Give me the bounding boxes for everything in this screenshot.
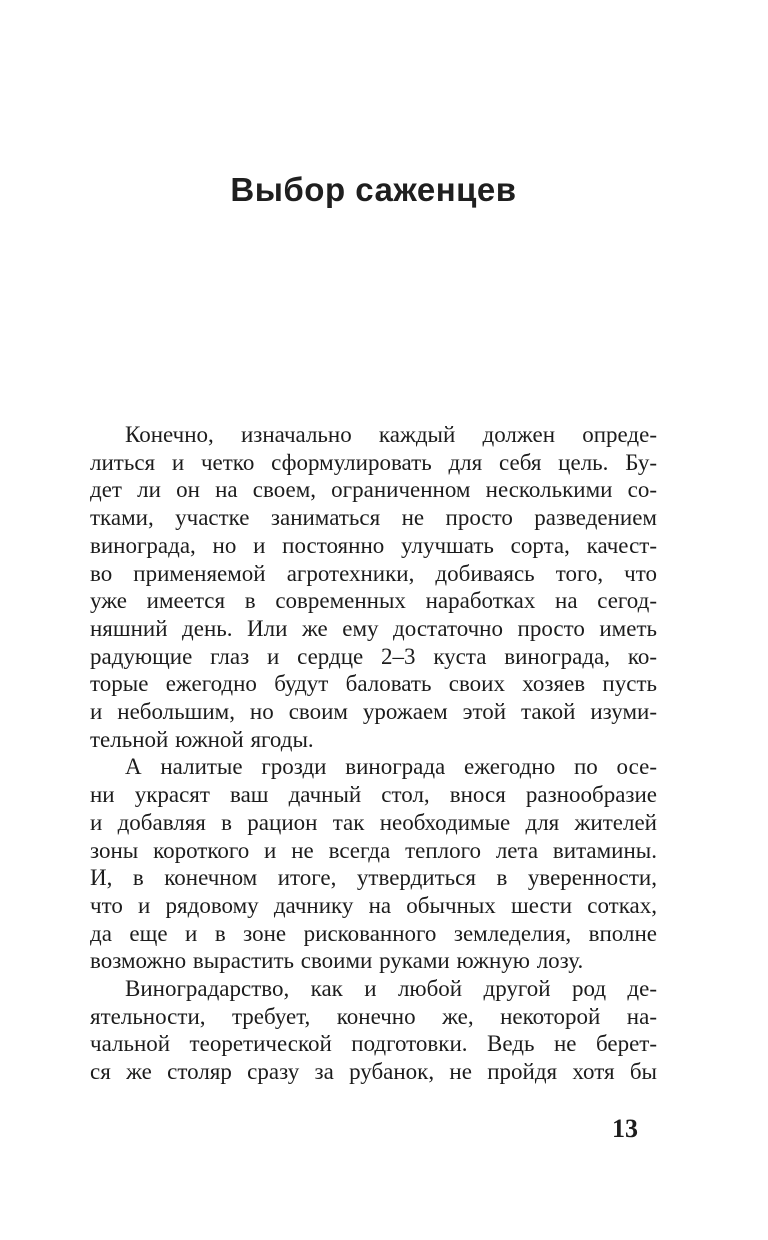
text-line: ни украсят ваш дачный стол, внося разнообразие [90, 782, 657, 808]
text-line: уже имеется в современных наработках на сегод- [90, 588, 657, 614]
paragraph [90, 975, 657, 1086]
text-line: ятельности, требует, конечно же, некоторой на- [90, 1003, 657, 1029]
text-line: Конечно, изначально каждый должен опреде- [125, 422, 657, 447]
page-footer [90, 1112, 657, 1146]
text-line: винограда, но и постоянно улучшать сорта, качест- [90, 532, 657, 558]
text-line: няшний день. Или же ему достаточно просто иметь [90, 615, 657, 641]
text-line: и добавляя в рацион так необходимые для жителей [90, 809, 657, 835]
text-line: И, в конечном итоге, утвердиться в уверенности, [90, 865, 657, 891]
text-line: зоны короткого и не всегда теплого лета витамины. [90, 837, 657, 863]
text-line: тельной южной ягоды. [90, 726, 314, 752]
page-number: 13 [612, 1114, 638, 1143]
text-line: и небольшим, но своим урожаем этой такой изуми- [90, 699, 657, 725]
text-line: да еще и в зоне рискованного земледелия, вполне [90, 920, 657, 946]
chapter-title: Выбор саженцев [230, 171, 517, 208]
text-line: Виноградарство, как и любой другой род де- [125, 976, 657, 1002]
text-line: тками, участке заниматься не просто разведением [90, 505, 657, 531]
text-line: радующие глаз и сердце 2–3 куста винограда, ко- [90, 643, 657, 669]
text-line: дет ли он на своем, ограниченном несколькими со- [90, 477, 657, 503]
text-line: ся же столяр сразу за рубанок, не пройдя хотя бы [90, 1059, 657, 1085]
text-line: А налитые грозди винограда ежегодно по осе- [125, 754, 657, 780]
text-line: во применяемой агротехники, добиваясь того, что [90, 560, 657, 586]
text-line: что и рядовому дачнику на обычных шести сотках, [90, 892, 657, 918]
paragraph [90, 753, 657, 975]
text-line: чальной теоретической подготовки. Ведь не берет- [90, 1031, 657, 1057]
body-text [90, 421, 657, 1086]
text-line: возможно вырастить своими руками южную лозу. [90, 948, 584, 974]
text-line: торые ежегодно будут баловать своих хозяев пусть [90, 671, 657, 697]
text-line: литься и четко сформулировать для себя цель. Бу- [90, 449, 657, 475]
paragraph [90, 421, 657, 753]
